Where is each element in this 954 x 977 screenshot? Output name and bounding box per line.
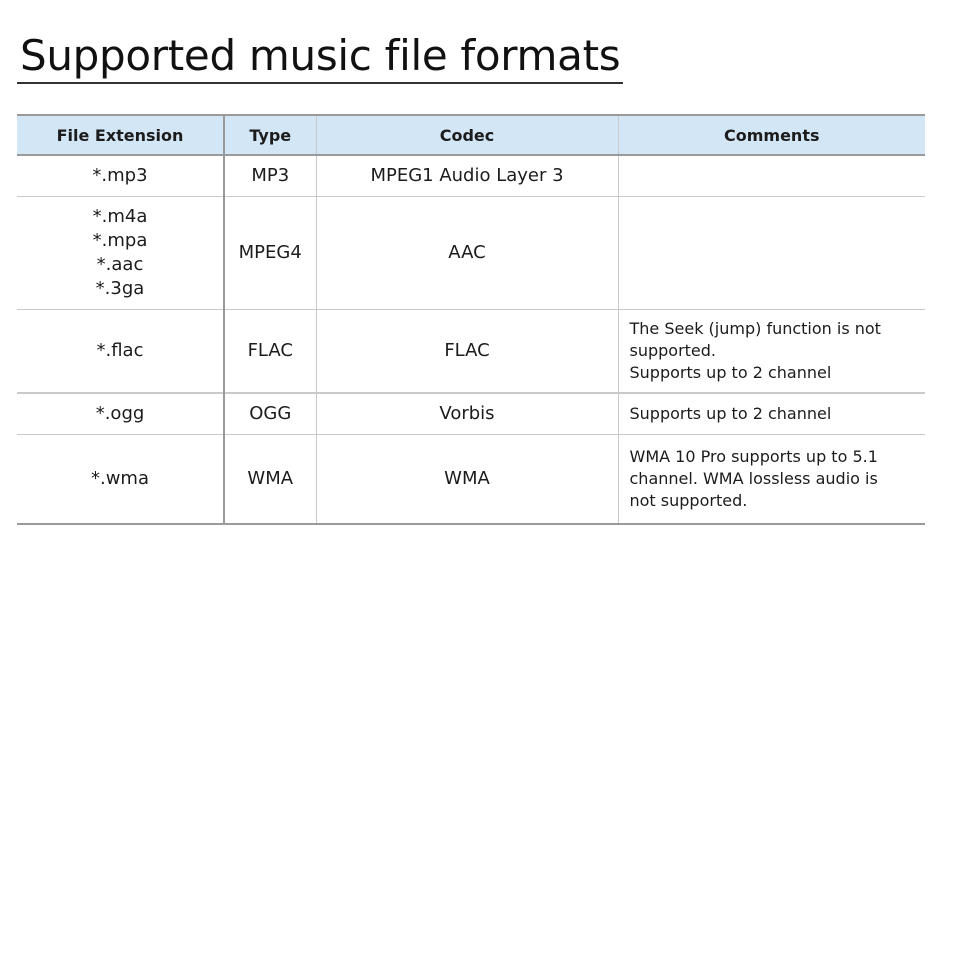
codec-cell: AAC <box>316 197 618 310</box>
comment-text: supported. <box>629 341 717 360</box>
extension-text: *.aac <box>96 254 144 275</box>
extension-cell <box>17 310 224 394</box>
type-cell: MP3 <box>224 155 316 197</box>
comments-cell <box>618 197 925 310</box>
comment-text: The Seek (jump) function is not <box>629 319 881 338</box>
title-underline <box>17 82 623 84</box>
comments-cell <box>618 393 925 435</box>
table-row <box>17 310 925 394</box>
codec-cell: Vorbis <box>316 393 618 435</box>
extension-cell <box>17 393 224 435</box>
extension-text: *.flac <box>96 340 144 361</box>
table-row <box>17 197 925 310</box>
extension-cell <box>17 155 224 197</box>
comment-text: Supports up to 2 channel <box>629 404 832 423</box>
header-file-extension: File Extension <box>17 115 224 155</box>
table-row <box>17 435 925 525</box>
comments-cell <box>618 155 925 197</box>
comments-cell <box>618 435 925 525</box>
type-cell: OGG <box>224 393 316 435</box>
extension-text: *.mp3 <box>92 165 148 186</box>
table-header-row <box>17 115 925 155</box>
extension-text: *.m4a <box>92 206 148 227</box>
page-title: Supported music file formats <box>20 31 621 80</box>
comments-cell <box>618 310 925 394</box>
header-comments: Comments <box>618 115 925 155</box>
comment-text: WMA 10 Pro supports up to 5.1 <box>629 447 878 466</box>
extension-text: *.ogg <box>95 403 145 424</box>
comment-text: Supports up to 2 channel <box>629 363 832 382</box>
codec-cell: MPEG1 Audio Layer 3 <box>316 155 618 197</box>
extension-text: *.3ga <box>95 278 145 299</box>
header-codec: Codec <box>316 115 618 155</box>
codec-cell: FLAC <box>316 310 618 394</box>
codec-cell: WMA <box>316 435 618 525</box>
type-cell: WMA <box>224 435 316 525</box>
extension-text: *.mpa <box>92 230 148 251</box>
table-row <box>17 393 925 435</box>
extension-text: *.wma <box>90 468 149 489</box>
comment-text: channel. WMA lossless audio is <box>629 469 878 488</box>
type-cell: MPEG4 <box>224 197 316 310</box>
extension-cell <box>17 197 224 310</box>
header-type: Type <box>224 115 316 155</box>
table-row <box>17 155 925 197</box>
type-cell: FLAC <box>224 310 316 394</box>
music-formats-table <box>17 114 925 525</box>
comment-text: not supported. <box>629 491 748 510</box>
extension-cell <box>17 435 224 525</box>
